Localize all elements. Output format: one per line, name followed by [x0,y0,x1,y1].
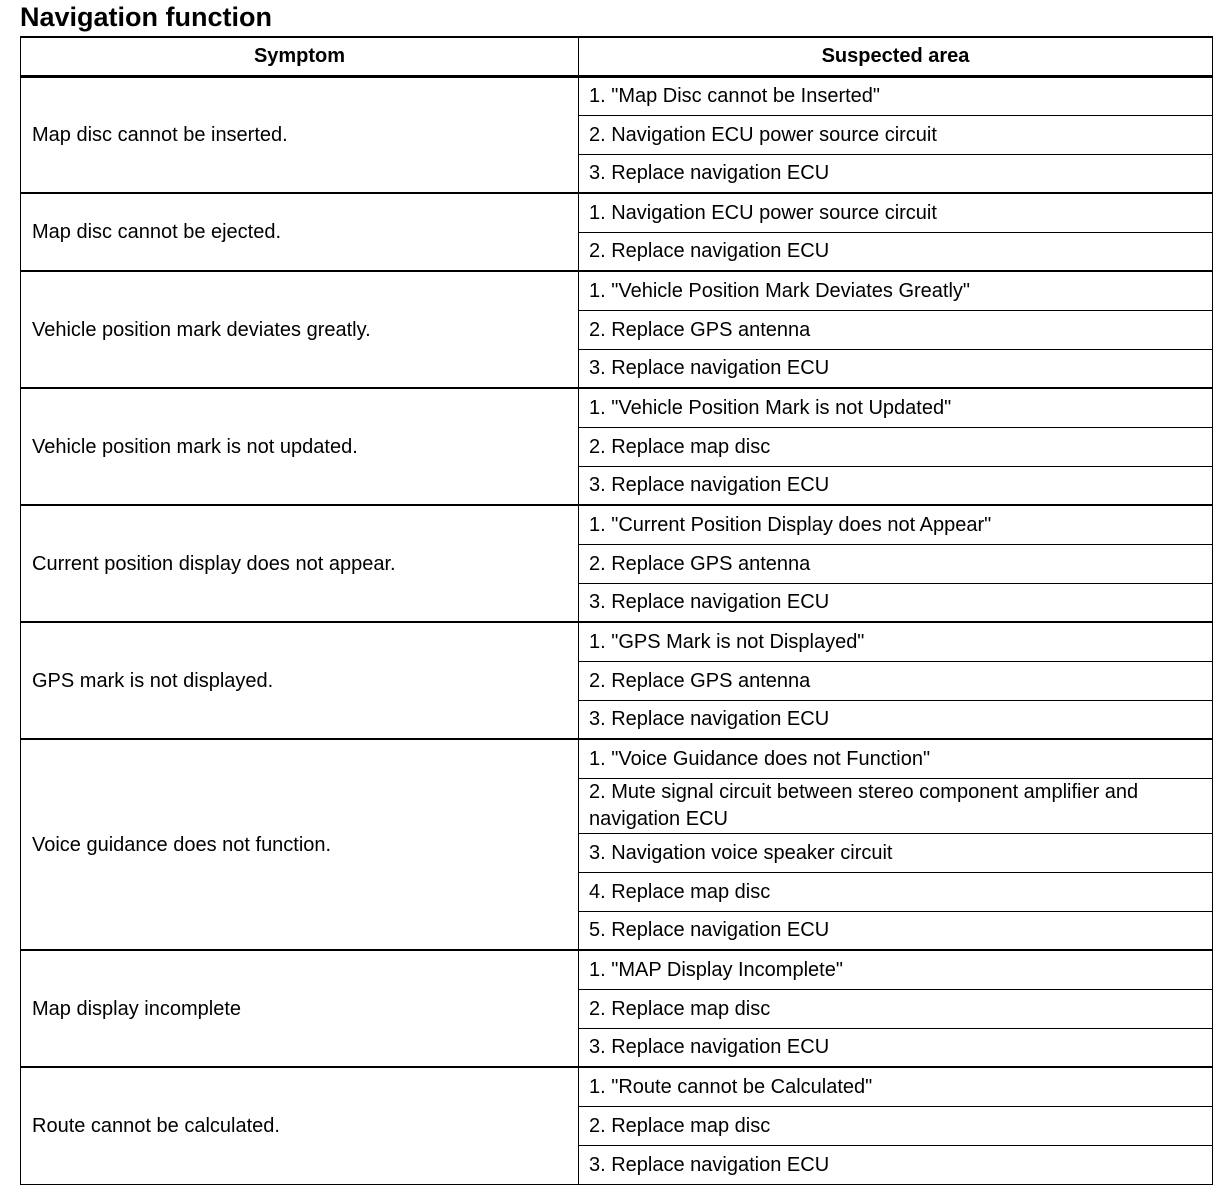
symptom-cell: Voice guidance does not function. [21,739,579,950]
suspected-area-cell: 3. Replace navigation ECU [579,1028,1213,1067]
suspected-area-cell: 1. "Voice Guidance does not Function" [579,739,1213,778]
suspected-area-cell: 4. Replace map disc [579,872,1213,911]
symptom-cell: Current position display does not appear. [21,505,579,622]
suspected-area-cell: 1. "Vehicle Position Mark Deviates Greatly" [579,271,1213,310]
suspected-area-cell: 2. Replace map disc [579,1106,1213,1145]
suspected-area-cell: 1. "Route cannot be Calculated" [579,1067,1213,1106]
symptom-cell: Map disc cannot be inserted. [21,76,579,193]
suspected-area-cell: 1. Navigation ECU power source circuit [579,193,1213,232]
table-row [21,622,1213,661]
suspected-area-cell: 3. Replace navigation ECU [579,1145,1213,1184]
suspected-area-cell: 1. "MAP Display Incomplete" [579,950,1213,989]
suspected-area-cell: 3. Replace navigation ECU [579,154,1213,193]
table-row [21,193,1213,232]
symptom-cell: Vehicle position mark deviates greatly. [21,271,579,388]
suspected-area-cell: 3. Navigation voice speaker circuit [579,833,1213,872]
suspected-area-cell: 2. Replace GPS antenna [579,544,1213,583]
suspected-area-cell: 2. Replace map disc [579,989,1213,1028]
symptom-cell: Vehicle position mark is not updated. [21,388,579,505]
suspected-area-cell: 3. Replace navigation ECU [579,466,1213,505]
suspected-area-cell: 1. "Current Position Display does not Appear" [579,505,1213,544]
suspected-area-cell: 2. Replace map disc [579,427,1213,466]
suspected-area-cell: 2. Replace GPS antenna [579,661,1213,700]
table-row [21,76,1213,115]
suspected-area-cell: 3. Replace navigation ECU [579,583,1213,622]
suspected-area-cell: 2. Mute signal circuit between stereo component amplifier and navigation ECU [579,778,1213,833]
symptom-cell: Map display incomplete [21,950,579,1067]
page-title: Navigation function [20,2,272,32]
table-row [21,388,1213,427]
suspected-area-cell: 3. Replace navigation ECU [579,700,1213,739]
table-row [21,739,1213,778]
symptom-cell: Route cannot be calculated. [21,1067,579,1184]
suspected-area-cell: 2. Navigation ECU power source circuit [579,115,1213,154]
symptom-column-header: Symptom [21,37,579,76]
table-row [21,505,1213,544]
suspected-area-cell: 2. Replace GPS antenna [579,310,1213,349]
suspected-area-cell: 3. Replace navigation ECU [579,349,1213,388]
suspected-area-cell: 5. Replace navigation ECU [579,911,1213,950]
table-row [21,271,1213,310]
symptom-cell: Map disc cannot be ejected. [21,193,579,271]
table-header-row [21,37,1213,76]
suspected-area-column-header: Suspected area [579,37,1213,76]
table-row [21,1067,1213,1106]
suspected-area-cell: 1. "GPS Mark is not Displayed" [579,622,1213,661]
table-row [21,950,1213,989]
suspected-area-cell: 2. Replace navigation ECU [579,232,1213,271]
suspected-area-cell: 1. "Vehicle Position Mark is not Updated" [579,388,1213,427]
symptom-cell: GPS mark is not displayed. [21,622,579,739]
problem-symptoms-table [20,36,1213,1185]
suspected-area-cell: 1. "Map Disc cannot be Inserted" [579,76,1213,115]
